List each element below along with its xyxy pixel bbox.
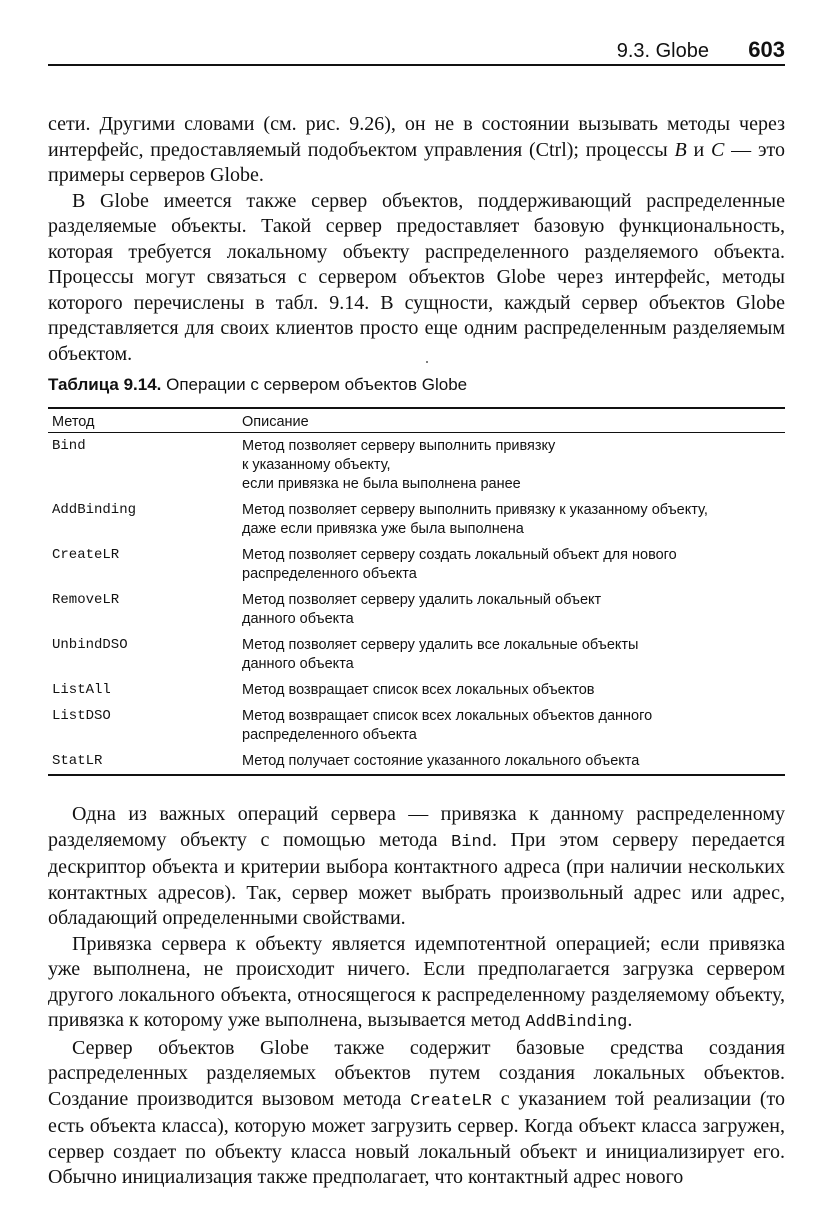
table-header-row <box>48 408 785 433</box>
paragraph-1: сети. Другими словами (см. рис. 9.26), он не в состоянии вызывать методы через интерфейс, предоставляемый подобъектом управления (Ctrl); процессы B и C — это примеры серверов Globe. <box>48 113 786 186</box>
operations-table <box>48 407 785 776</box>
paragraph-4: Привязка сервера к объекту является идемпотентной операцией; если привязка уже выполнена, не происходит ничего. Если предполагается загрузка сервером другого локального объекта, относящегося к распределенному разделяемому объекту, привязка к которому уже выполнена, вызывается метод AddBinding. <box>48 932 785 1032</box>
var-c: C <box>711 138 725 161</box>
method-name: RemoveLR <box>52 592 120 608</box>
table-row <box>48 497 785 542</box>
paragraph-2: В Globe имеется также сервер объектов, поддерживающий распределенные разделяемые объекты. Такой сервер предоставляет базовую функциональность, которая требуется локальному объекту распределенного разделяемого объекта. Процессы могут связаться с сервером объектов Globe через интерфейс, методы которого перечислены в табл. 9.14. В сущности, каждый сервер объектов Globe представляется для своих клиентов просто еще одним распределенным разделяемым объектом. <box>48 189 785 365</box>
table-row <box>48 542 785 587</box>
text-block-bottom <box>48 802 785 1191</box>
paragraph-3: Одна из важных операций сервера — привязка к данному распределенному разделяемому объекту с помощью метода Bind. При этом серверу передается дескриптор объекта и критерии выбора контактного адреса (при наличии нескольких контактных адресов). Так, сервер может выбрать произвольный адрес или адрес, обладающий определенными свойствами. <box>48 803 785 929</box>
method-description: Метод позволяет серверу создать локальный объект для нового распределенного объекта <box>242 547 677 582</box>
column-header-method: Метод <box>48 408 238 433</box>
table-caption-label: Таблица 9.14. <box>48 375 162 394</box>
method-description: Метод позволяет серверу удалить все локальные объекты данного объекта <box>242 637 639 672</box>
method-name: UnbindDSO <box>52 637 128 653</box>
method-description: Метод возвращает список всех локальных объектов данного распределенного объекта <box>242 708 653 743</box>
code-bind: Bind <box>451 832 492 852</box>
table-caption <box>48 375 467 395</box>
code-createlr: CreateLR <box>410 1091 492 1111</box>
column-header-description: Описание <box>238 408 785 433</box>
running-header <box>48 36 785 66</box>
method-name: ListDSO <box>52 708 111 724</box>
page-number: 603 <box>748 37 785 62</box>
method-description: Метод позволяет серверу удалить локальный объект данного объекта <box>242 592 602 627</box>
method-description: Метод позволяет серверу выполнить привязку к указанному объекту, даже если привязка уже была выполнена <box>242 502 708 537</box>
method-description: Метод возвращает список всех локальных объектов <box>242 682 595 698</box>
method-name: StatLR <box>48 748 238 775</box>
method-description: Метод получает состояние указанного локального объекта <box>238 748 785 775</box>
stray-dot <box>426 361 428 363</box>
table-row <box>48 587 785 632</box>
paragraph-5: Сервер объектов Globe также содержит базовые средства создания распределенных разделяемых объектов путем создания локальных объектов. Создание производится вызовом метода CreateLR с указанием той реализации (то есть объекта класса), которую может загрузить сервер. Когда объект класса загружен, сервер создает по объекту класса новый локальный объект и инициализирует его. Обычно инициализация также предполагает, что контактный адрес нового <box>48 1036 785 1188</box>
code-addbinding: AddBinding <box>525 1013 628 1032</box>
table-row <box>48 677 785 703</box>
method-name: Bind <box>52 438 86 454</box>
method-description: Метод позволяет серверу выполнить привязку к указанному объекту, если привязка не была выполнена ранее <box>242 438 556 492</box>
table-caption-text: Операции с сервером объектов Globe <box>161 375 468 394</box>
method-name: AddBinding <box>52 502 137 518</box>
method-name: ListAll <box>52 682 111 698</box>
var-b: B <box>674 138 687 161</box>
table-row <box>48 748 785 775</box>
table-row <box>48 433 785 498</box>
section-title: 9.3. Globe <box>616 40 709 62</box>
method-name: CreateLR <box>52 547 120 563</box>
table-row <box>48 632 785 677</box>
table-row <box>48 703 785 748</box>
text-block-top <box>48 112 785 367</box>
